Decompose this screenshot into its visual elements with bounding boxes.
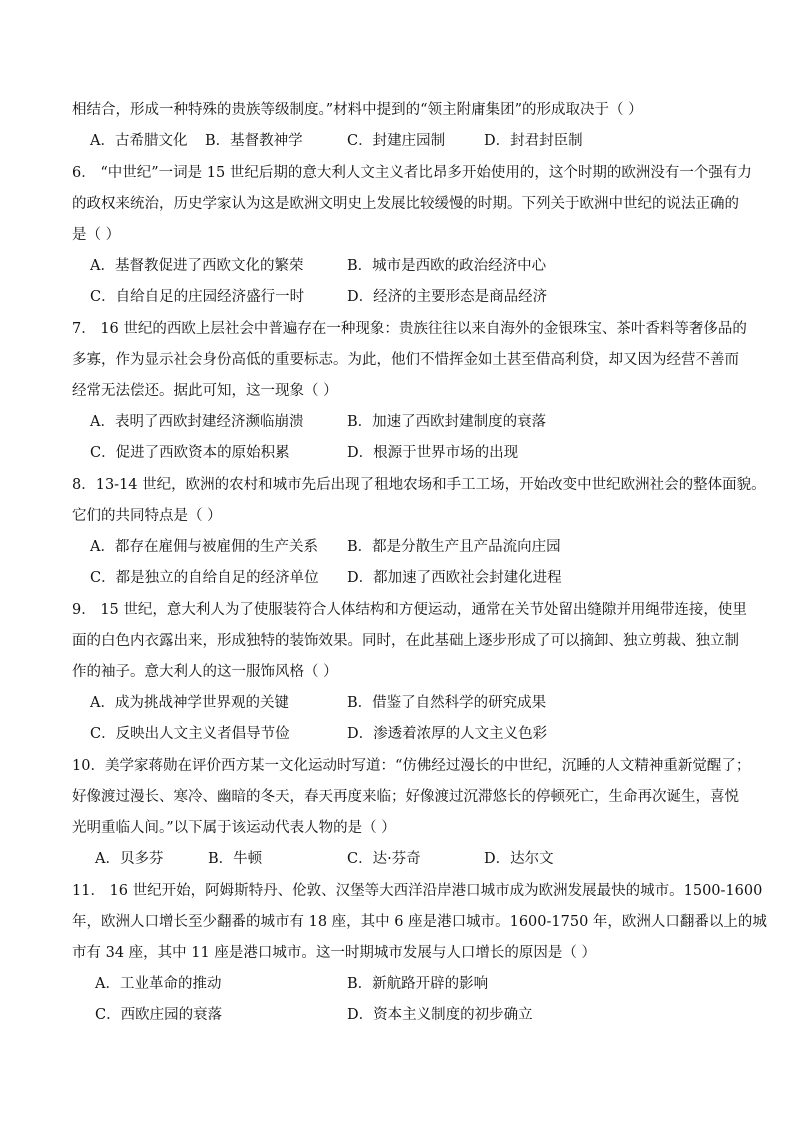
q9-option-c: C．反映出人文主义者倡导节俭 [90, 726, 290, 742]
q6-option-d: D．经济的主要形态是商品经济 [347, 289, 548, 305]
q11-option-c: C．西欧庄园的衰落 [95, 1007, 223, 1023]
q6-option-b: B．城市是西欧的政治经济中心 [347, 258, 547, 274]
q10-stem-line-1: 10．美学家蒋勋在评价西方某一文化运动时写道：“仿佛经过漫长的中世纪，沉睡的人文精神重新觉醒了； [72, 758, 751, 774]
q11-option-b: B．新航路开辟的影响 [347, 976, 489, 992]
q7-option-b: B．加速了西欧封建制度的衰落 [347, 414, 547, 430]
q6-option-c: C．自给自足的庄园经济盛行一时 [90, 289, 305, 305]
q11-stem-line-2: 年，欧洲人口增长至少翻番的城市有 18 座，其中 6 座是港口城市。1600-1750 年，欧洲人口翻番以上的城 [72, 914, 767, 930]
q8-stem-line-2: 它们的共同特点是（ ） [72, 508, 222, 524]
q9-stem-line-2: 面的白色内衣露出来，形成独特的装饰效果。同时，在此基础上逐步形成了可以摘卸、独立剪裁、独立制 [72, 633, 739, 649]
q9-stem-line-3: 作的袖子。意大利人的这一服饰风格（ ） [72, 664, 338, 680]
q5-option-b: B．基督教神学 [205, 133, 303, 149]
q10-stem-line-3: 光明重临人间。”以下属于该运动代表人物的是（ ） [72, 820, 396, 836]
q6-stem-line-2: 的政权来统治，历史学家认为这是欧洲文明史上发展比较缓慢的时期。下列关于欧洲中世纪的说法正确的 [72, 196, 739, 212]
q7-stem-line-2: 多寡，作为显示社会身份高低的重要标志。为此，他们不惜挥金如土甚至借高利贷，却又因为经营不善而 [72, 352, 739, 368]
q11-stem-line-1: 11． 16 世纪开始，阿姆斯特丹、伦敦、汉堡等大西洋沿岸港口城市成为欧洲发展最快的城市。1500-1600 [72, 883, 763, 899]
q5-stem-tail: 相结合，形成一种特殊的贵族等级制度。”材料中提到的“领主附庸集团”的形成取决于（ ） [72, 102, 643, 118]
q11-stem-line-3: 市有 34 座，其中 11 座是港口城市。这一时期城市发展与人口增长的原因是（ ） [72, 945, 596, 961]
q10-option-a: A．贝多芬 [95, 851, 164, 867]
q6-stem-line-1: 6． “中世纪”一词是 15 世纪后期的意大利人文主义者比昂多开始使用的，这个时期的欧洲没有一个强有力 [72, 165, 752, 181]
q9-stem-line-1: 9． 15 世纪，意大利人为了使服装符合人体结构和方便运动，通常在关节处留出缝隙并用绳带连接，使里 [72, 602, 747, 618]
q10-option-c: C．达·芬奇 [347, 851, 421, 867]
q7-option-d: D．根源于世界市场的出现 [347, 445, 519, 461]
q7-option-a: A．表明了西欧封建经济濒临崩溃 [90, 414, 304, 430]
q10-option-b: B．牛顿 [208, 851, 263, 867]
q5-option-d: D．封君封臣制 [484, 133, 583, 149]
q5-option-a: A．古希腊文化 [90, 133, 188, 149]
q9-option-a: A．成为挑战神学世界观的关键 [90, 695, 289, 711]
q8-option-c: C．都是独立的自给自足的经济单位 [90, 570, 319, 586]
q7-option-c: C．促进了西欧资本的原始积累 [90, 445, 290, 461]
q10-option-d: D．达尔文 [484, 851, 554, 867]
q8-option-d: D．都加速了西欧社会封建化进程 [347, 570, 562, 586]
q8-option-b: B．都是分散生产且产品流向庄园 [347, 539, 561, 555]
q11-option-d: D．资本主义制度的初步确立 [347, 1007, 533, 1023]
q7-stem-line-1: 7． 16 世纪的西欧上层社会中普遍存在一种现象：贵族往往以来自海外的金银珠宝、茶叶香料等奢侈品的 [72, 321, 747, 337]
q6-stem-line-3: 是（ ） [72, 227, 121, 243]
q9-option-d: D．渗透着浓厚的人文主义色彩 [347, 726, 548, 742]
q6-option-a: A．基督教促进了西欧文化的繁荣 [90, 258, 304, 274]
q9-option-b: B．借鉴了自然科学的研究成果 [347, 695, 547, 711]
q7-stem-line-3: 经常无法偿还。据此可知，这一现象（ ） [72, 383, 338, 399]
q10-stem-line-2: 好像渡过漫长、寒冷、幽暗的冬天，春天再度来临；好像渡过沉滞悠长的停顿死亡，生命再次诞生，喜悦 [72, 789, 739, 805]
q11-option-a: A．工业革命的推动 [95, 976, 222, 992]
q8-stem-line-1: 8．13-14 世纪，欧洲的农村和城市先后出现了租地农场和手工工场，开始改变中世纪欧洲社会的整体面貌。 [72, 477, 766, 493]
q5-option-c: C．封建庄园制 [347, 133, 446, 149]
q8-option-a: A．都存在雇佣与被雇佣的生产关系 [90, 539, 318, 555]
